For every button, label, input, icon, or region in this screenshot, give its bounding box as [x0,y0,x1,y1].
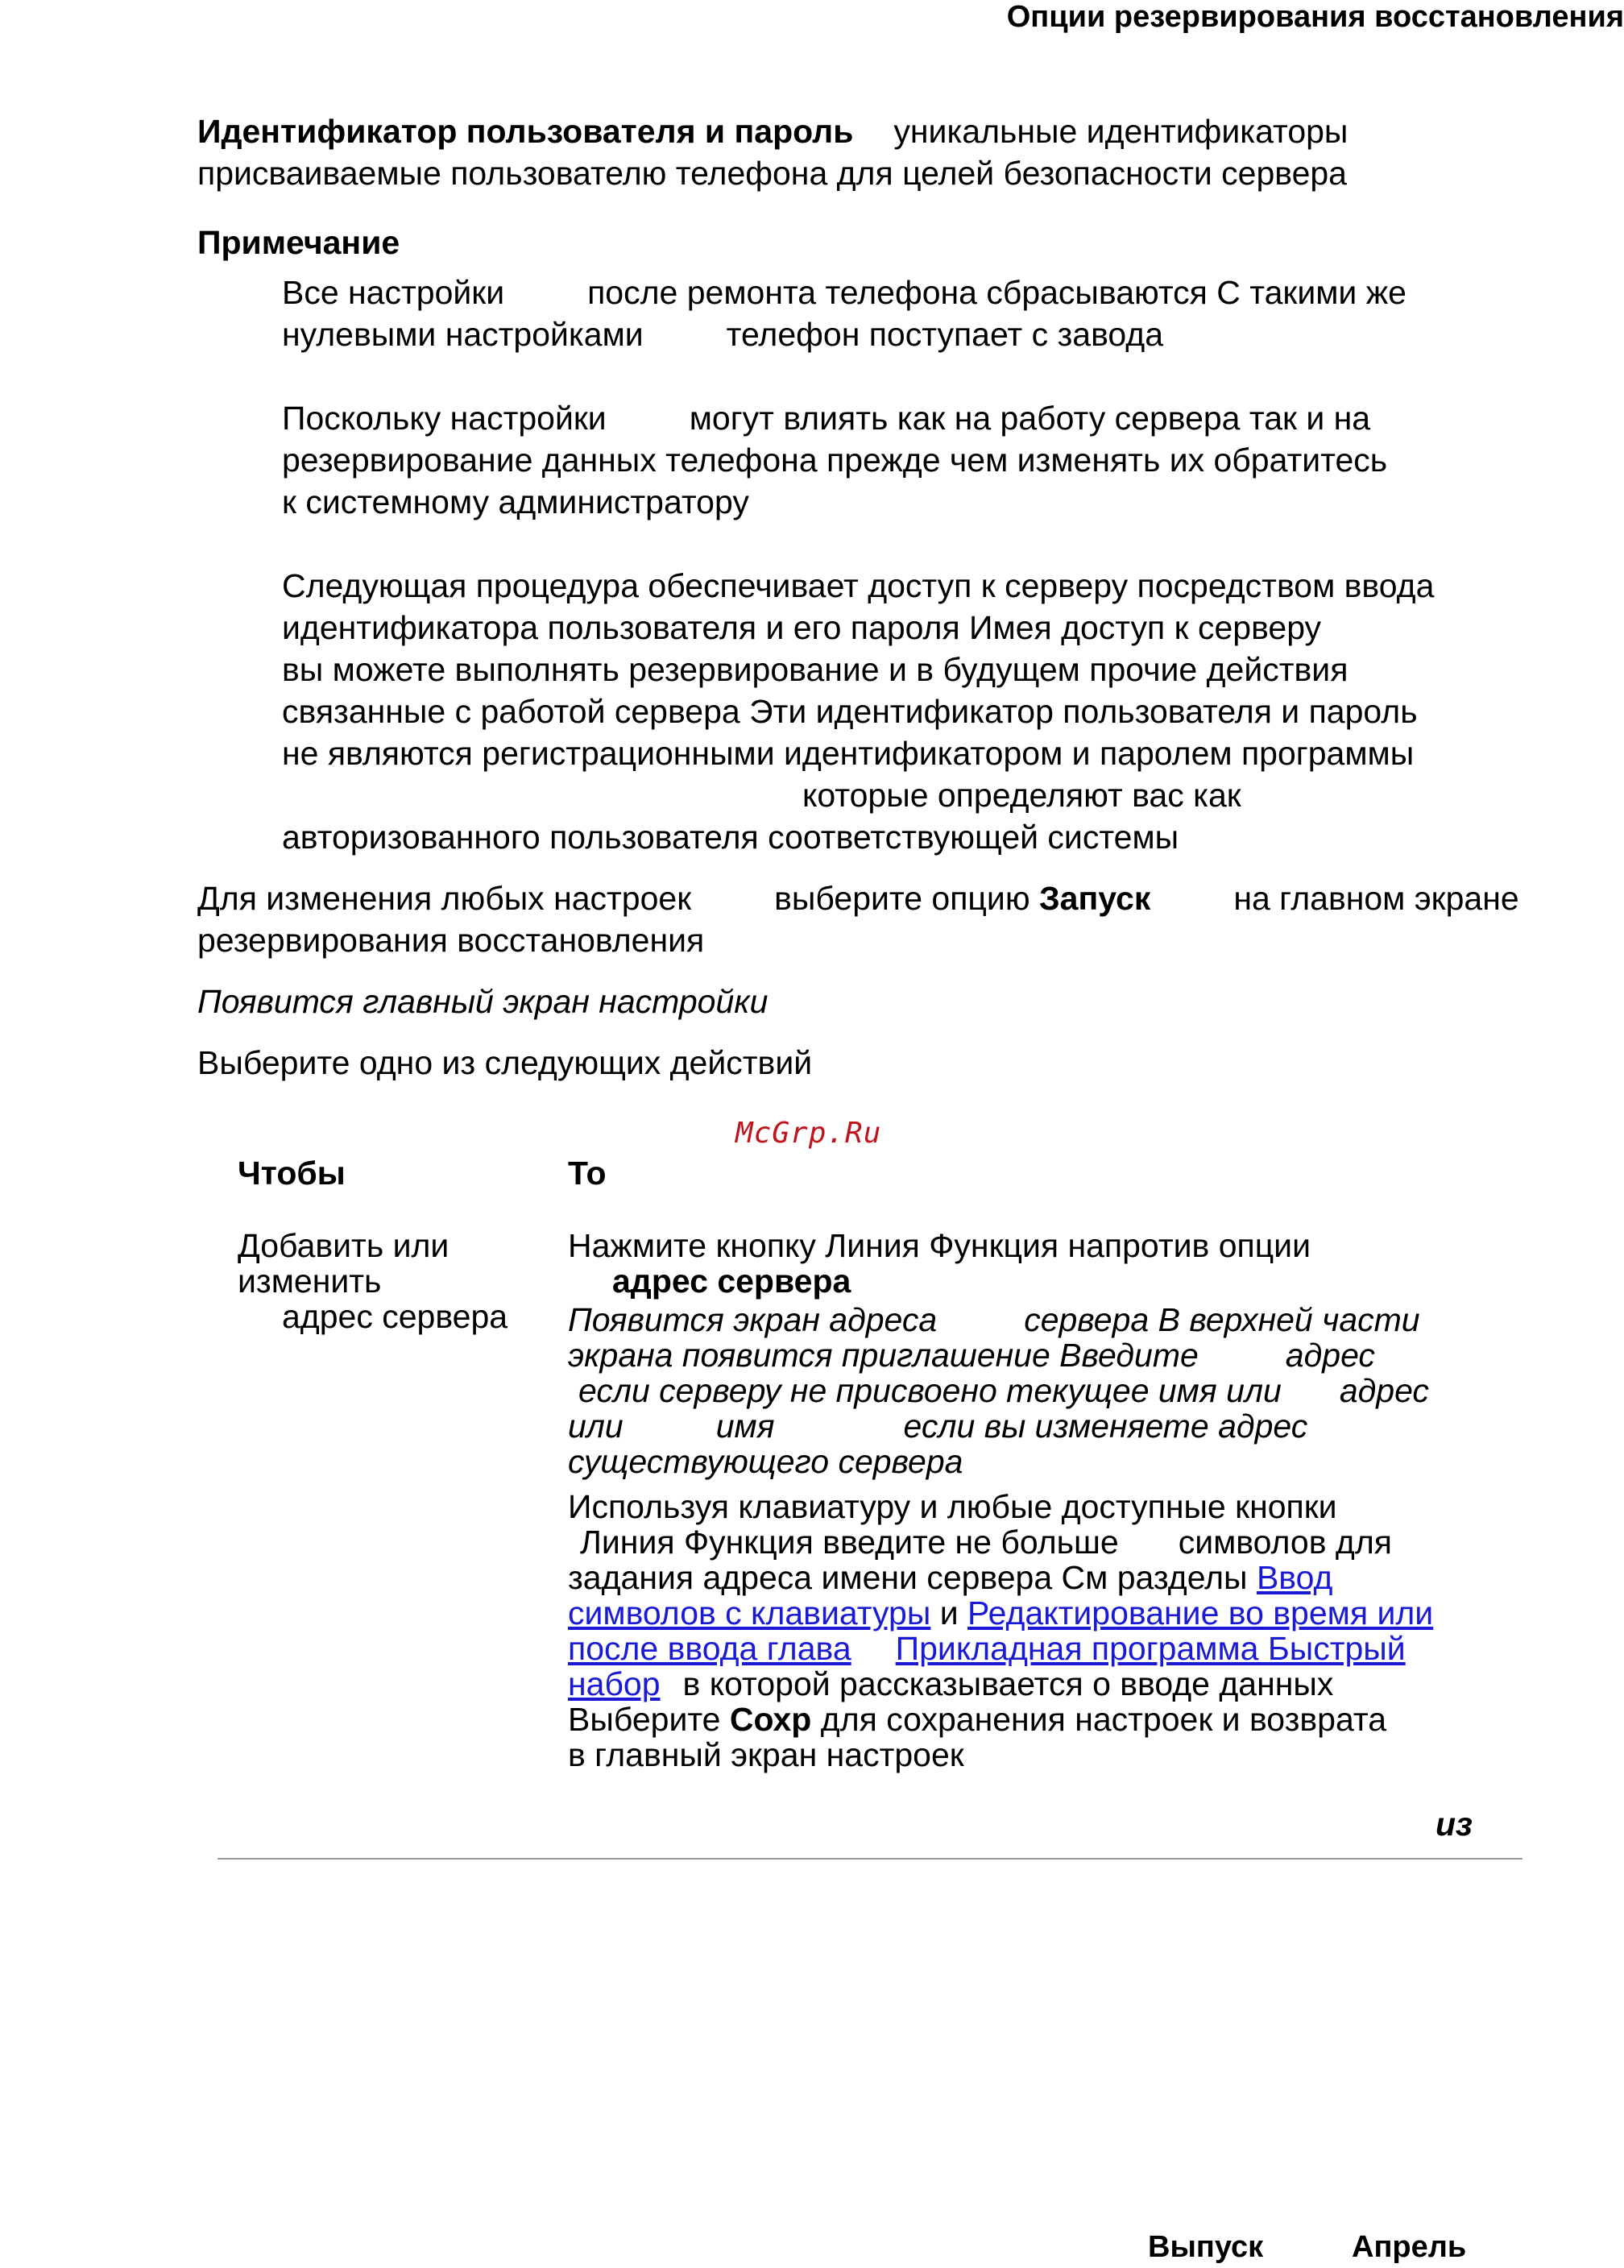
step1-line1: Нажмите кнопку Линия Функция напротив опции [568,1227,1311,1264]
step2-text: Линия Функция введите не больше [580,1524,1119,1561]
note-para2-line1 [282,397,1370,439]
step1-result-line2 [568,1337,1375,1373]
table-col2-header: То [568,1155,607,1192]
step3-text: для сохранения настроек и возврата [820,1701,1387,1738]
footer-issue: Выпуск [1148,2230,1264,2264]
step2-line4 [568,1595,1433,1631]
note-para1-line2 [282,313,1163,355]
note-para3-line5: не являются регистрационными идентификатором и паролем программы [282,735,1415,772]
step1-result-line1 [568,1302,1420,1337]
instructions-text: Для изменения любых настроек [197,880,692,917]
link-speed-dial-app[interactable]: Прикладная программа Быстрый [895,1630,1406,1667]
step2-line3 [568,1560,1332,1595]
step2-text: в которой рассказывается о вводе данных [682,1665,1334,1702]
start-option-label: Запуск [1038,880,1151,917]
step2-text: и [939,1594,959,1632]
step1-result-line4 [568,1408,1307,1444]
note-para3-line4: связанные с работой сервера Эти идентификатор пользователя и пароль [282,693,1418,730]
note-text: могут влиять как на работу сервера так и на [689,400,1371,437]
note-text: телефон поступает с завода [726,316,1164,353]
intro-term: Идентификатор пользователя и пароль [197,113,854,150]
note-text: Поскольку настройки [282,400,607,437]
instructions-line1 [197,877,1519,919]
note-para1-line1 [282,272,1406,313]
result-text: если вы изменяете адрес [903,1408,1308,1445]
link-edit-during-input-cont[interactable]: после ввода глава [568,1630,851,1667]
page-header-title: Опции резервирования восстановления [1006,0,1624,34]
instructions-text: выберите опцию [774,880,1030,917]
instructions-result: Появится главный экран настройки [197,983,768,1020]
note-para3-line2: идентификатора пользователя и его пароля Имея доступ к серверу [282,609,1322,646]
save-option-label: Сохр [729,1701,812,1738]
link-keyboard-input-cont[interactable]: символов с клавиатуры [568,1594,931,1632]
step2-line2 [580,1524,1392,1560]
intro-line-2: присваиваемые пользователю телефона для целей безопасности сервера [197,155,1347,192]
link-speed-dial-app-cont[interactable]: набор [568,1665,661,1702]
note-para2-line3: к системному администратору [282,483,749,520]
step2-text: символов для [1178,1524,1392,1561]
instructions-line2: резервирования восстановления [197,922,705,959]
step2-text: задания адреса имени сервера См разделы [568,1559,1248,1596]
result-text: адрес [1339,1372,1429,1409]
table-col1-header: Чтобы [238,1155,346,1192]
step2-line5 [568,1631,1406,1666]
link-edit-during-input[interactable]: Редактирование во время или [967,1594,1434,1632]
result-text: экрана появится приглашение Введите [568,1337,1199,1374]
table-row-action-line2: изменить [238,1263,382,1300]
note-para3-line3: вы можете выполнять резервирование и в будущем прочие действия [282,651,1348,688]
note-para3-line1: Следующая процедура обеспечивает доступ к серверу посредством ввода [282,567,1435,604]
note-text: Все настройки [282,274,505,311]
step3-line1 [568,1702,1386,1737]
step2-line1: Используя клавиатуру и любые доступные кнопки [568,1488,1337,1525]
result-text: имя [715,1408,775,1445]
step1-result-line3 [578,1373,1429,1408]
note-para3-line6: которые определяют вас как [802,777,1241,814]
instructions-text: на главном экране [1233,880,1519,917]
result-text: Появится экран адреса [568,1301,938,1338]
footer-divider [218,1858,1522,1860]
note-heading: Примечание [197,224,400,261]
step2-line6 [568,1666,1333,1702]
step3-text: Выберите [568,1701,721,1738]
footer-month: Апрель [1352,2230,1467,2264]
instructions-choose: Выберите одно из следующих действий [197,1044,813,1081]
intro-line1-rest: уникальные идентификаторы [893,113,1348,150]
page-of-label: из [1436,1806,1473,1843]
note-text: нулевыми настройками [282,316,644,353]
table-row-action-line1: Добавить или [238,1227,450,1264]
result-text: если серверу не присвоено текущее имя или [578,1372,1282,1409]
watermark: McGrp.Ru [735,1117,882,1150]
note-text: после ремонта телефона сбрасываются С такими же [587,274,1406,311]
note-para2-line2: резервирование данных телефона прежде чем изменять их обратитесь [282,442,1388,479]
result-text: или [568,1408,624,1445]
result-text: сервера В верхней части [1024,1301,1420,1338]
note-para3-line7: авторизованного пользователя соответствующей системы [282,819,1179,856]
table-row-action-line3: адрес сервера [282,1298,508,1335]
step1-result-line5: существующего сервера [568,1443,963,1480]
result-text: адрес [1285,1337,1375,1374]
intro-line-1 [197,110,1348,152]
link-keyboard-input[interactable]: Ввод [1256,1559,1333,1596]
step1-option-label: адрес сервера [612,1263,851,1300]
step3-line2: в главный экран настроек [568,1736,964,1773]
